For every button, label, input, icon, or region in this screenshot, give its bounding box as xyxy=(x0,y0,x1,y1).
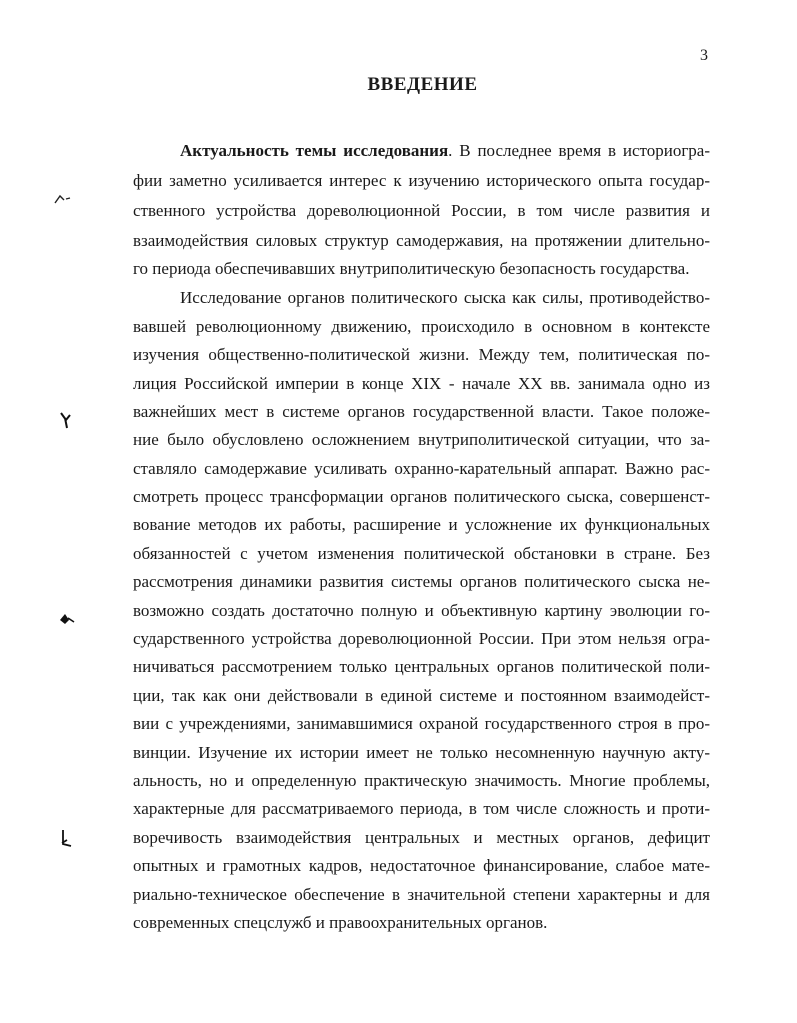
paragraph-1-line-5: го периода обеспечивавших внутриполитическую безопасность государства. xyxy=(133,259,690,278)
paragraph-1-line-3: ственного устройства дореволюционной России, в том числе развития и xyxy=(133,201,710,220)
paragraph-2-line-11: рассмотрения динамики развития системы органов политического сыска не- xyxy=(133,572,710,591)
page-title: ВВЕДЕНИЕ xyxy=(367,74,478,95)
paragraph-2-line-16: вии с учреждениями, занимавшимися охраной государственного строя в про- xyxy=(133,714,710,733)
scan-mark-icon xyxy=(57,828,79,850)
paragraph-1-lead-rest: . В последнее время в историогра- xyxy=(448,141,711,160)
paragraph-2-line-12: возможно создать достаточно полную и объективную картину эволюции го- xyxy=(133,601,710,620)
paragraph-2-line-7: ставляло самодержавие усиливать охранно-карательный аппарат. Важно рас- xyxy=(133,459,710,478)
paragraph-2-line-3: изучения общественно-политической жизни. Между тем, политическая по- xyxy=(133,345,710,364)
paragraph-2-line-21: опытных и грамотных кадров, недостаточное финансирование, слабое мате- xyxy=(133,856,710,875)
paragraph-2-line-22: риально-техническое обеспечение в значительной степени характерны и для xyxy=(133,885,710,904)
scan-mark-icon xyxy=(58,410,80,432)
paragraph-2-line-8: смотреть процесс трансформации органов политического сыска, совершенст- xyxy=(133,487,710,506)
paragraph-2-line-10: обязанностей с учетом изменения политической обстановки в стране. Без xyxy=(133,544,710,563)
paragraph-2-line-13: сударственного устройства дореволюционной России. При этом нельзя огра- xyxy=(133,629,710,648)
paragraph-1-line-2: фии заметно усиливается интерес к изучению исторического опыта государ- xyxy=(133,171,710,190)
paragraph-2-line-20: воречивость взаимодействия центральных и местных органов, дефицит xyxy=(133,828,710,847)
paragraph-2-line-17: винции. Изучение их истории имеет не только несомненную научную акту- xyxy=(133,743,710,762)
paragraph-2-line-18: альность, но и определенную практическую значимость. Многие проблемы, xyxy=(133,771,710,790)
paragraph-1-line-1 xyxy=(180,141,710,161)
paragraph-1-lead: Актуальность темы исследования xyxy=(180,141,449,160)
paragraph-2-line-5: важнейших мест в системе органов государственной власти. Такое положе- xyxy=(133,402,710,421)
paragraph-2-line-15: ции, так как они действовали в единой системе и постоянном взаимодейст- xyxy=(133,686,710,705)
paragraph-2-line-9: вование методов их работы, расширение и усложнение их функциональных xyxy=(133,515,710,534)
scan-mark-icon xyxy=(53,192,75,214)
paragraph-2-line-19: характерные для рассматриваемого периода, в том числе сложность и проти- xyxy=(133,799,710,818)
page-number: 3 xyxy=(700,47,708,64)
paragraph-2-line-6: ние было обусловлено осложнением внутриполитической ситуации, что за- xyxy=(133,430,710,449)
paragraph-2-line-2: вавшей революционному движению, происходило в основном в контексте xyxy=(133,317,710,336)
paragraph-2-line-23: современных спецслужб и правоохранительных органов. xyxy=(133,913,548,932)
paragraph-2-line-14: ничиваться рассмотрением только центральных органов политической поли- xyxy=(133,657,710,676)
scan-mark-icon xyxy=(56,608,78,630)
paragraph-2-line-4: лиция Российской империи в конце XIX - начале XX вв. занимала одно из xyxy=(133,374,710,393)
paragraph-2-line-1: Исследование органов политического сыска как силы, противодейство- xyxy=(180,288,710,307)
paragraph-1-line-4: взаимодействия силовых структур самодержавия, на протяжении длительно- xyxy=(133,231,710,250)
